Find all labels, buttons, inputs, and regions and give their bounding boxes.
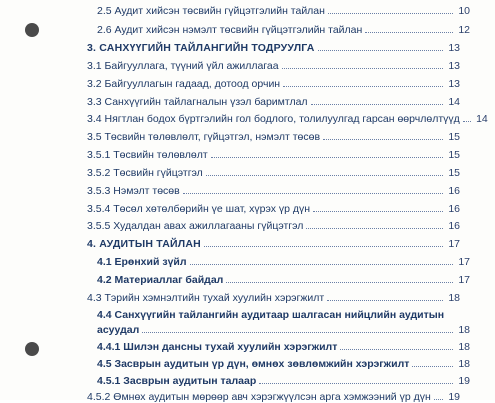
toc-entry-page: 19 [448,391,460,403]
toc-entry-title: 4.4 Санхүүгийн тайлангийн аудитаар шалгасан нийцлийн аудитын [97,309,445,321]
dot-leader [323,139,443,140]
toc-entry-title: 4.3 Тэрийн хэмнэлтийн тухай хуулийн хэрэгжилт [87,292,325,304]
toc-entry-title-continued: асуудал [97,324,140,336]
toc-entry-heading [87,42,460,54]
dot-leader [327,300,443,301]
toc-entry [87,96,460,108]
toc-entry [87,358,470,370]
toc-entry-title: 3.1 Байгууллага, түүний үйл ажиллагаа [87,60,279,72]
toc-entry [87,309,470,336]
toc-entry-page: 17 [458,256,470,268]
toc-entry [87,256,470,268]
dot-leader [211,157,443,158]
toc-entry-page: 14 [476,113,488,125]
dot-leader [365,32,453,33]
toc-entry [87,167,460,179]
toc-entry [87,203,460,215]
toc-entry [87,60,460,72]
toc-entry-page: 17 [448,238,460,250]
toc-entry [87,220,460,232]
toc-entry-title: 4.2 Материаллаг байдал [97,274,224,286]
toc-entry-page: 16 [448,203,460,215]
toc-entry-page: 15 [448,167,460,179]
toc-entry-title: 3.3 Санхүүгийн тайлагналын үзэл баримтлал [87,96,308,108]
toc-entry-title: 3.5.3 Нэмэлт төсөв [87,185,180,197]
dot-leader [463,121,471,122]
toc-entry-title: 4.5.1 Засврын аудитын талаар [97,375,257,387]
dot-leader [313,211,443,212]
punch-hole [25,342,39,356]
toc-entry [87,5,470,17]
toc-entry-page: 14 [448,96,460,108]
toc-entry-title: 2.5 Аудит хийсэн төсвийн гүйцэтгэлийн тайлан [97,5,325,17]
toc-entry-page: 16 [448,220,460,232]
dot-leader [206,175,443,176]
toc-entry-heading [87,238,460,250]
toc-entry [87,149,460,161]
toc-entry-title: 3.5.4 Төсөл хөтөлбөрийн үе шат, хүрэх үр дүн [87,203,311,215]
toc-entry-page: 15 [448,131,460,143]
dot-leader [204,246,443,247]
toc-entry-page: 13 [448,78,460,90]
toc-entry-title: 3.5.1 Төсвийн төлөвлөлт [87,149,208,161]
toc-entry-page: 18 [458,324,470,336]
toc-entry-title: 4.5.2 Өмнөх аудитын мөрөөр авч хэрэгжүүлсэн арга хэмжээний үр дүн [87,391,431,403]
toc-entry [87,24,470,36]
dot-leader [282,68,443,69]
toc-entry-page: 17 [458,274,470,286]
toc-entry-title: 4.4.1 Шилэн дансны тухай хуулийн хэрэгжилт [97,341,338,353]
toc-entry-title: 4.5 Засврын аудитын үр дүн, өмнөх зөвлөмжийн хэрэгжилт [97,358,410,370]
toc-entry [87,391,460,403]
dot-leader [328,13,453,14]
toc-entry-title: 3.5 Төсвийн төлөвлөлт, гүйцэтгэл, нэмэлт төсөв [87,131,321,143]
dot-leader [183,193,443,194]
toc-entry-title: 2.6 Аудит хийсэн нэмэлт төсвийн гүйцэтгэлийн тайлан [97,24,363,36]
toc-entry-page: 18 [458,358,470,370]
toc-entry-title: 3.4 Нягтлан бодох бүртгэлийн гол бодлого, толилуулгад гарсан өөрчлөлтүүд [87,113,460,125]
toc-entry-title: 4. АУДИТЫН ТАЙЛАН [87,238,201,250]
toc-entry [87,341,470,353]
toc-entry-page: 13 [448,42,460,54]
dot-leader [340,349,453,350]
dot-leader [311,104,443,105]
dot-leader [142,332,453,333]
toc-entry [87,375,470,387]
toc-entry [87,131,460,143]
toc-entry-page: 18 [458,341,470,353]
toc-entry-page: 12 [458,24,470,36]
dot-leader [306,228,443,229]
dot-leader [226,282,453,283]
toc-entry-title: 4.1 Ерөнхий зүйл [97,256,187,268]
dot-leader [259,383,453,384]
toc-entry [87,78,460,90]
toc-entry-title: 3. САНХҮҮГИЙН ТАЙЛАНГИЙН ТОДРУУЛГА [87,42,315,54]
toc-entry-title: 3.2 Байгууллагын гадаад, дотоод орчин [87,78,281,90]
toc-entry [87,185,460,197]
toc-entry-page: 19 [458,375,470,387]
toc-entry-title: 3.5.2 Төсвийн гүйцэтгэл [87,167,203,179]
dot-leader [412,366,453,367]
toc-entry-page: 13 [448,60,460,72]
dot-leader [283,86,443,87]
toc-entry [87,292,460,304]
dot-leader [318,50,443,51]
toc-entry-page: 15 [448,149,460,161]
toc-entry [87,274,470,286]
toc-entry-page: 16 [448,185,460,197]
toc-entry-page: 10 [458,5,470,17]
toc-entry-page: 18 [448,292,460,304]
toc-entry [87,113,488,125]
dot-leader [190,264,453,265]
punch-hole [25,23,39,37]
toc-entry-title: 3.5.5 Худалдан авах ажиллагааны гүйцэтгэл [87,220,304,232]
